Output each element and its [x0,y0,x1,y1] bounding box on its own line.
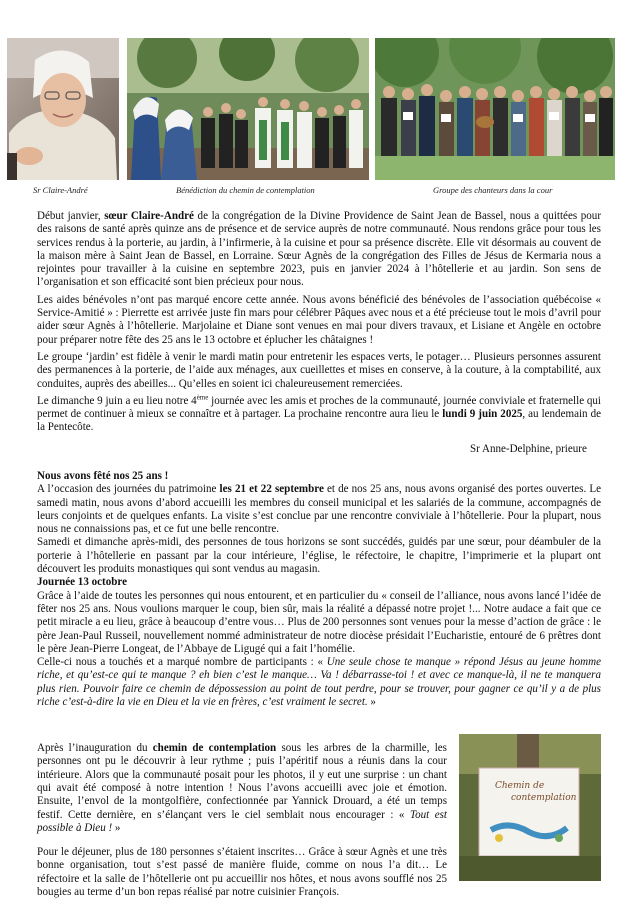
photo-chanteurs [375,38,615,180]
paragraph-claire-andre: Début janvier, sœur Claire-André de la congrégation de la Divine Providence de Saint Jean de Bassel, nous a quittées pour des raisons de santé après quinze ans de présence et de service auprès de notre communauté. Nous rendons grâce pour tous les services rendus à la porterie, au jardin, à l’infirmerie, à la cuisine et pour sa présence discrète. Elle vit désormais au couvent de la maison mère à Saint Jean de Bassel, en Lorraine. Sœur Agnès de la congrégation des Filles de Jésus de Kermaria nous a rejointes pour travailler à la cuisine en septembre 2023, puis en janvier 2024 à l’hôtellerie et au jardin. Son sens de l’organisation et son efficacité sont bien précieux pour nous. [37,210,601,289]
portrait-illustration [7,38,119,180]
intro-text [37,210,601,435]
heading-25-ans: Nous avons fêté nos 25 ans ! [37,470,169,482]
photo-sr-claire-andre [7,38,119,180]
section-25-ans [37,470,601,709]
caption-photo-2: Bénédiction du chemin de contemplation [176,185,315,195]
section-inauguration [37,731,447,910]
paragraph-homelie: Celle-ci nous a touchés et a marqué nombre de participants : « Une seule chose te manque » répond Jésus au jeune homme riche, et qu’est-ce qui te manque ? eh bien c’est le manque… Va ! débarrasse-toi ! et avec ce manque-là, il ne te manquera plus rien. Pouvoir faire ce chemin de dépossession au point de tout perdre, pour se trouver, pour gagner ce qu’il y a de plus riche c’est-à-dire la vie en Dieu et la vie en frères, c’est vraiment le secret. » [37,656,601,709]
sign-text-2: contemplation [511,793,577,803]
singers-illustration [375,38,615,180]
photo-chemin-contemplation [459,734,601,881]
caption-photo-1: Sr Claire-André [33,185,88,195]
sign-text-1: Chemin de [495,781,545,791]
paragraph-portes-ouvertes: A l’occasion des journées du patrimoine les 21 et 22 septembre et de nos 25 ans, nous avons organisé des portes ouvertes. Le samedi matin, nous avons d’abord accueilli les membres du conseil municipal et les salariés de la commune, accompagnés de leurs conjoints et de quelques enfants. La visite s’est conclue par une rencontre conviviale à l’hôtellerie. Pour la plupart, nous nous ne connaissions pas, et ce fut une belle rencontre. [37,483,601,536]
paragraph-journee-juin: Le dimanche 9 juin a eu lieu notre 4ème journée avec les amis et proches de la communauté, journée conviviale et fraternelle qui permet de continuer à mieux se connaître et à partager. La prochaine rencontre aura lieu le lundi 9 juin 2025, au lendemain de la Pentecôte. [37,393,601,434]
name-claire-andre: sœur Claire-André [104,210,194,222]
signature: Sr Anne-Delphine, prieure [470,443,587,455]
paragraph-inauguration: Après l’inauguration du chemin de contemplation sous les arbres de la charmille, les personnes ont pu le découvrir à leur rythme ; puis l’apéritif nous a réunis dans la cour intérieure. Alors que la communauté posait pour les photos, il y eut une surprise : un chant qui avait été composé à notre intention ! Nous l’avons accueilli avec joie et émotion. Ensuite, l’envol de la montgolfière, confectionnée par Yannick Drouard, a été un temps festif. Cette dernière, en s’élançant vers le ciel semblait nous encourager : « Tout est possible à Dieu ! » [37,742,447,834]
heading-journee-13-octobre: Journée 13 octobre [37,576,127,589]
paragraph-dejeuner: Pour le déjeuner, plus de 180 personnes s’étaient inscrites… Grâce à sœur Agnès et une très bonne organisation, tout s’est passé de manière fluide, comme on nous l’a dit… Le réfectoire et la salle de l’hôtellerie ont pu accueillir nos hôtes, et nous avons soufflé nos 25 bougies au terme d’un bon repas réalisé par notre cuisinier François. [37,846,447,899]
photo-benediction [127,38,369,180]
sign-illustration [459,734,601,881]
paragraph-jardin: Le groupe ‘jardin’ est fidèle à venir le mardi matin pour entretenir les espaces verts, le potager… Plusieurs personnes assurent des permanences à la porterie, de l’aide aux ménages, aux cueillettes et mises en conserve, à la couture, à la comptabilité, aux conduites, auprès des abeilles... Qu’elles en soient ici chaleureusement remerciées. [37,350,601,390]
paragraph-grace: Grâce à l’aide de toutes les personnes qui nous entourent, et en particulier du « conseil de l’alliance, nous avons lancé l’idée de fêter nos 25 ans. Nous voulions marquer le coup, bien sûr, mais la réalité a dépassé notre projet !... Notre audace a fait que ce petit miracle a eu lieu, grâce à beaucoup d’entre vous… Plus de 200 personnes sont venues pour la messe d’action de grâce : le père Jean-Paul Russeil, nouvellement nommé administrateur de notre diocèse présidait l’Eucharistie, entouré de 6 prêtres dont le père Jean-Pierre Longeat, de l’Abbaye de Ligugé qui a fait l’homélie. [37,589,601,655]
benediction-illustration [127,38,369,180]
caption-photo-3: Groupe des chanteurs dans la cour [433,185,553,195]
paragraph-benevoles: Les aides bénévoles n’ont pas marqué encore cette année. Nous avons bénéficié des bénévoles de l’association québécoise « Service-Amitié » : Pierrette est arrivée juste fin mars pour célébrer Pâques avec nous et a été précieuse tout le mois d’avril pour aider sœur Agnès à l’hôtellerie. Marjolaine et Diane sont venues en mai pour divers travaux, et Lisiane et Angèle en octobre pour préparer notre fête des 25 ans le 13 octobre et éplucher les châtaignes ! [37,293,601,346]
paragraph-visites: Samedi et dimanche après-midi, des personnes de tous horizons se sont succédés, guidés par une sœur, pour déambuler de la porterie à l’hôtellerie en passant par la cour intérieure, l’église, le réfectoire, le chapitre, l’imprimerie et la plupart ont découvert les produits monastiques qui sont vendus au magasin. [37,536,601,576]
